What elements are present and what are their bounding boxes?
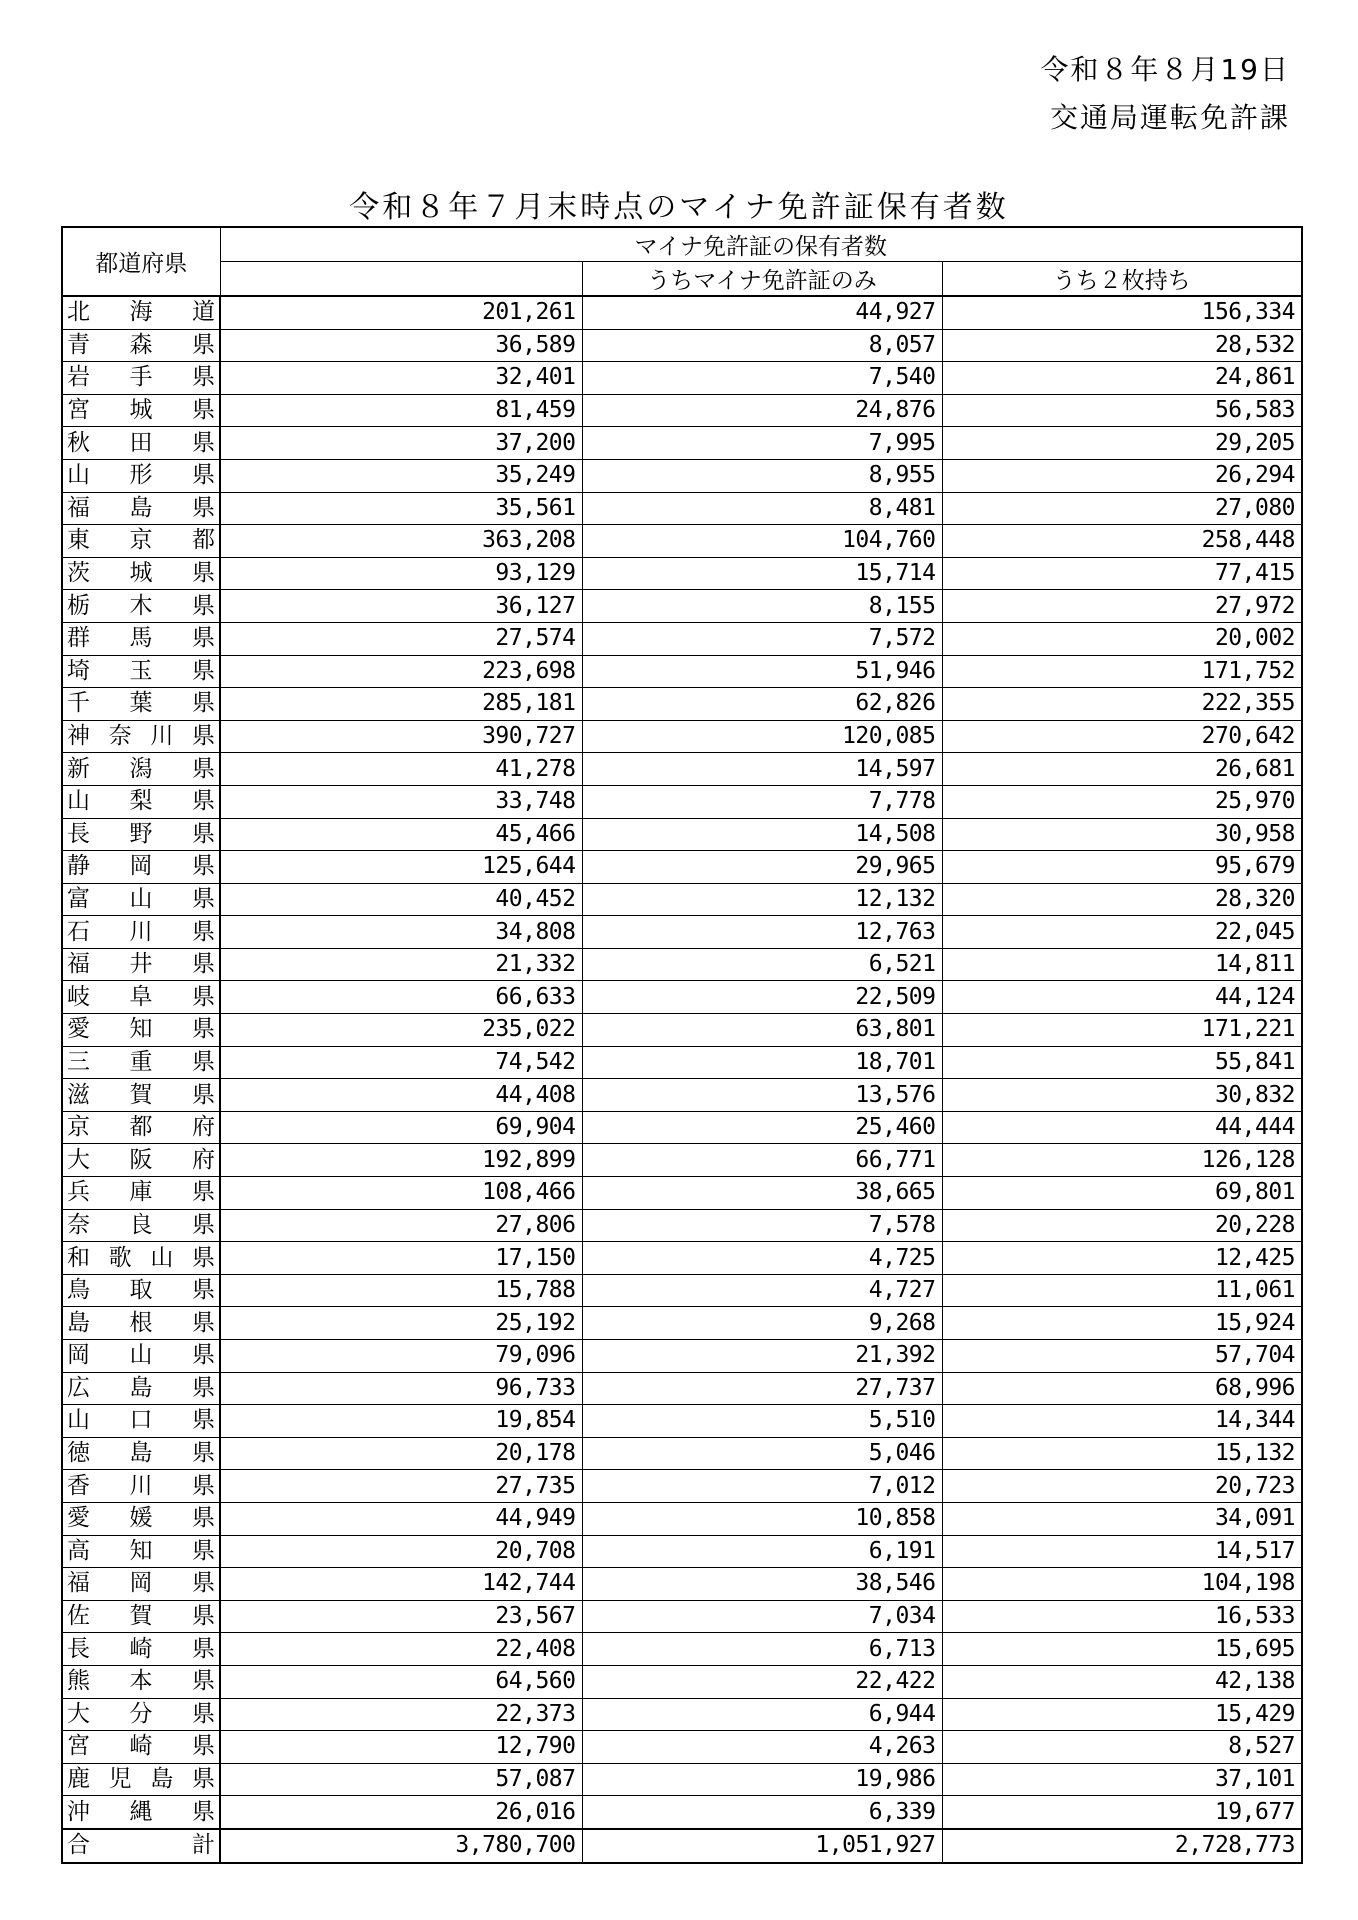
total-holders-cell: 45,466 <box>220 818 582 851</box>
prefecture-name-text: 茨 城 県 <box>67 560 215 587</box>
prefecture-name-text: 富 山 県 <box>67 885 215 912</box>
table-row <box>62 459 1302 492</box>
table-row <box>62 1535 1302 1568</box>
prefecture-name <box>62 525 220 558</box>
prefecture-name-text: 神 奈 川 県 <box>67 723 215 750</box>
total-holders-cell: 74,542 <box>220 1046 582 1079</box>
prefecture-name <box>62 1144 220 1177</box>
prefecture-name-text: 福 岡 県 <box>67 1570 215 1597</box>
table-row <box>62 590 1302 623</box>
only-my-number-cell: 7,578 <box>582 1209 942 1242</box>
only-my-number-cell: 38,665 <box>582 1177 942 1210</box>
table-row <box>62 1177 1302 1210</box>
total-holders-cell: 235,022 <box>220 1014 582 1047</box>
prefecture-name <box>62 1079 220 1112</box>
both-cards-cell: 126,128 <box>942 1144 1302 1177</box>
total-holders-cell: 390,727 <box>220 720 582 753</box>
prefecture-name <box>62 1470 220 1503</box>
both-cards-cell: 77,415 <box>942 557 1302 590</box>
both-cards-cell: 15,429 <box>942 1698 1302 1731</box>
only-my-number-cell: 21,392 <box>582 1340 942 1373</box>
both-cards-cell: 14,811 <box>942 948 1302 981</box>
table-row <box>62 1600 1302 1633</box>
total-holders-cell: 20,708 <box>220 1535 582 1568</box>
only-my-number-cell: 15,714 <box>582 557 942 590</box>
table-row <box>62 1405 1302 1438</box>
both-cards-cell: 258,448 <box>942 525 1302 558</box>
total-holders-cell: 37,200 <box>220 427 582 460</box>
total-holders-cell: 41,278 <box>220 753 582 786</box>
prefecture-name-text: 佐 賀 県 <box>67 1603 215 1630</box>
prefecture-name <box>62 1600 220 1633</box>
prefecture-name <box>62 948 220 981</box>
both-cards-cell: 171,221 <box>942 1014 1302 1047</box>
table-row <box>62 851 1302 884</box>
prefecture-name <box>62 1633 220 1666</box>
both-cards-cell: 171,752 <box>942 655 1302 688</box>
table-row <box>62 1502 1302 1535</box>
both-cards-cell: 42,138 <box>942 1665 1302 1698</box>
only-my-number-cell: 12,763 <box>582 916 942 949</box>
prefecture-name <box>62 590 220 623</box>
table-row <box>62 362 1302 395</box>
total-holders-cell: 15,788 <box>220 1274 582 1307</box>
table-row <box>62 525 1302 558</box>
prefecture-name <box>62 1796 220 1829</box>
prefecture-name-text: 千 葉 県 <box>67 690 215 717</box>
table-row <box>62 916 1302 949</box>
only-my-number-cell: 63,801 <box>582 1014 942 1047</box>
both-cards-column-header: うち２枚持ち <box>942 262 1302 297</box>
table-row <box>62 1568 1302 1601</box>
table-row <box>62 1340 1302 1373</box>
total-holders-cell: 192,899 <box>220 1144 582 1177</box>
prefecture-name-text: 石 川 県 <box>67 918 215 945</box>
both-cards-cell: 156,334 <box>942 296 1302 329</box>
only-my-number-cell: 29,965 <box>582 851 942 884</box>
prefecture-name <box>62 1274 220 1307</box>
total-holders-cell: 12,790 <box>220 1731 582 1764</box>
total-holders-cell: 19,854 <box>220 1405 582 1438</box>
prefecture-name <box>62 1111 220 1144</box>
only-my-number-cell: 5,046 <box>582 1437 942 1470</box>
total-holders-cell: 27,806 <box>220 1209 582 1242</box>
both-cards-cell: 37,101 <box>942 1763 1302 1796</box>
only-my-number-cell: 8,481 <box>582 492 942 525</box>
only-my-number-cell: 44,927 <box>582 296 942 329</box>
table-row <box>62 492 1302 525</box>
total-holders-cell: 81,459 <box>220 394 582 427</box>
table-row <box>62 1698 1302 1731</box>
table-row <box>62 785 1302 818</box>
table-row <box>62 1274 1302 1307</box>
table-row <box>62 818 1302 851</box>
prefecture-name-text: 宮 崎 県 <box>67 1733 215 1760</box>
prefecture-name <box>62 688 220 721</box>
total-holders-cell: 34,808 <box>220 916 582 949</box>
both-cards-cell: 24,861 <box>942 362 1302 395</box>
total-holders-cell: 27,735 <box>220 1470 582 1503</box>
table-row <box>62 1665 1302 1698</box>
total-holders-cell: 23,567 <box>220 1600 582 1633</box>
both-cards-cell: 8,527 <box>942 1731 1302 1764</box>
both-cards-cell: 44,124 <box>942 981 1302 1014</box>
table-row <box>62 1796 1302 1829</box>
both-cards-cell: 22,045 <box>942 916 1302 949</box>
prefecture-name-text: 福 島 県 <box>67 494 215 521</box>
both-cards-cell: 95,679 <box>942 851 1302 884</box>
only-my-number-cell: 22,509 <box>582 981 942 1014</box>
only-my-number-cell: 13,576 <box>582 1079 942 1112</box>
both-cards-cell: 28,320 <box>942 883 1302 916</box>
only-my-number-cell: 6,339 <box>582 1796 942 1829</box>
both-cards-cell: 11,061 <box>942 1274 1302 1307</box>
prefecture-name-text: 山 口 県 <box>67 1407 215 1434</box>
table-row <box>62 1209 1302 1242</box>
prefecture-name <box>62 362 220 395</box>
both-cards-cell: 55,841 <box>942 1046 1302 1079</box>
prefecture-name <box>62 753 220 786</box>
total-holders-cell: 125,644 <box>220 851 582 884</box>
total-holders-cell: 22,373 <box>220 1698 582 1731</box>
only-my-number-cell: 9,268 <box>582 1307 942 1340</box>
table-row <box>62 883 1302 916</box>
both-cards-cell: 56,583 <box>942 394 1302 427</box>
both-cards-cell: 19,677 <box>942 1796 1302 1829</box>
prefecture-name <box>62 1405 220 1438</box>
both-cards-cell: 14,344 <box>942 1405 1302 1438</box>
table-row <box>62 329 1302 362</box>
only-my-number-cell: 6,944 <box>582 1698 942 1731</box>
total-holders-cell: 26,016 <box>220 1796 582 1829</box>
prefecture-name-text: 青 森 県 <box>67 331 215 358</box>
only-my-number-cell: 6,713 <box>582 1633 942 1666</box>
prefecture-name <box>62 1437 220 1470</box>
only-my-number-column-header: うちマイナ免許証のみ <box>582 262 942 297</box>
only-my-number-cell: 7,995 <box>582 427 942 460</box>
total-holders-cell: 44,408 <box>220 1079 582 1112</box>
only-my-number-cell: 12,132 <box>582 883 942 916</box>
only-my-number-cell: 5,510 <box>582 1405 942 1438</box>
both-cards-cell: 34,091 <box>942 1502 1302 1535</box>
table-row <box>62 394 1302 427</box>
prefecture-name <box>62 1372 220 1405</box>
prefecture-name-text: 奈 良 県 <box>67 1211 215 1238</box>
prefecture-name-text: 群 馬 県 <box>67 625 215 652</box>
only-my-number-cell: 14,508 <box>582 818 942 851</box>
both-cards-cell: 26,294 <box>942 459 1302 492</box>
only-my-number-cell: 24,876 <box>582 394 942 427</box>
both-cards-cell: 20,228 <box>942 1209 1302 1242</box>
total-holders-cell: 17,150 <box>220 1242 582 1275</box>
only-my-number-cell: 7,034 <box>582 1600 942 1633</box>
both-cards-cell: 28,532 <box>942 329 1302 362</box>
prefecture-name <box>62 1014 220 1047</box>
only-my-number-cell: 4,725 <box>582 1242 942 1275</box>
total-holders-cell: 57,087 <box>220 1763 582 1796</box>
only-my-number-cell: 14,597 <box>582 753 942 786</box>
prefecture-name-text: 高 知 県 <box>67 1537 215 1564</box>
prefecture-name <box>62 557 220 590</box>
prefecture-name <box>62 394 220 427</box>
only-my-number-cell: 7,778 <box>582 785 942 818</box>
prefecture-name-text: 山 梨 県 <box>67 788 215 815</box>
prefecture-name <box>62 1340 220 1373</box>
only-my-number-cell: 4,263 <box>582 1731 942 1764</box>
prefecture-name-text: 栃 木 県 <box>67 592 215 619</box>
prefecture-name-text: 沖 縄 県 <box>67 1798 215 1825</box>
only-my-number-cell: 25,460 <box>582 1111 942 1144</box>
table-row <box>62 1731 1302 1764</box>
prefecture-name-text: 香 川 県 <box>67 1472 215 1499</box>
prefecture-name <box>62 720 220 753</box>
only-my-number-cell: 51,946 <box>582 655 942 688</box>
document-date: 令和８年８月19日 <box>1040 53 1290 86</box>
issuing-department: 交通局運転免許課 <box>1049 101 1290 134</box>
prefecture-name-text: 埼 玉 県 <box>67 657 215 684</box>
only-my-number-cell: 38,546 <box>582 1568 942 1601</box>
prefecture-name-text: 福 井 県 <box>67 951 215 978</box>
prefecture-name-text: 北 海 道 <box>67 299 215 326</box>
total-holders-cell: 223,698 <box>220 655 582 688</box>
total-holders-cell: 79,096 <box>220 1340 582 1373</box>
prefecture-name <box>62 1502 220 1535</box>
table-row <box>62 753 1302 786</box>
prefecture-name <box>62 1209 220 1242</box>
table-row <box>62 1079 1302 1112</box>
prefecture-name-text: 愛 知 県 <box>67 1016 215 1043</box>
total-holders-cell: 142,744 <box>220 1568 582 1601</box>
prefecture-name-text: 京 都 府 <box>67 1114 215 1141</box>
both-cards-cell: 15,132 <box>942 1437 1302 1470</box>
table-row <box>62 1372 1302 1405</box>
total-holders-cell: 36,127 <box>220 590 582 623</box>
table-row <box>62 655 1302 688</box>
both-cards-cell: 44,444 <box>942 1111 1302 1144</box>
table-row <box>62 1470 1302 1503</box>
table-row <box>62 720 1302 753</box>
total-holders-cell: 25,192 <box>220 1307 582 1340</box>
prefecture-name <box>62 655 220 688</box>
prefecture-name <box>62 459 220 492</box>
prefecture-name-text: 愛 媛 県 <box>67 1505 215 1532</box>
both-cards-cell: 20,002 <box>942 622 1302 655</box>
document-title: 令和８年７月末時点のマイナ免許証保有者数 <box>349 190 1009 225</box>
total-holders-cell: 20,178 <box>220 1437 582 1470</box>
table-row <box>62 557 1302 590</box>
total-holders-cell: 66,633 <box>220 981 582 1014</box>
prefecture-name-text: 長 崎 県 <box>67 1635 215 1662</box>
total-holders-cell: 35,561 <box>220 492 582 525</box>
prefecture-name-text: 岐 阜 県 <box>67 983 215 1010</box>
only-my-number-cell: 7,540 <box>582 362 942 395</box>
only-my-number-cell: 6,521 <box>582 948 942 981</box>
only-my-number-cell: 7,572 <box>582 622 942 655</box>
prefecture-name <box>62 1665 220 1698</box>
prefecture-name-text: 東 京 都 <box>67 527 215 554</box>
total-holders-cell: 69,904 <box>220 1111 582 1144</box>
total-holders-cell: 93,129 <box>220 557 582 590</box>
table-row <box>62 1633 1302 1666</box>
only-my-number-cell: 19,986 <box>582 1763 942 1796</box>
prefecture-name-text: 鳥 取 県 <box>67 1277 215 1304</box>
both-cards-cell: 104,198 <box>942 1568 1302 1601</box>
prefecture-name <box>62 818 220 851</box>
table-row <box>62 622 1302 655</box>
total-holders-cell: 33,748 <box>220 785 582 818</box>
total-holders-cell: 22,408 <box>220 1633 582 1666</box>
prefecture-name-text: 広 島 県 <box>67 1374 215 1401</box>
total-holders-cell: 201,261 <box>220 296 582 329</box>
grand-total-row <box>62 1829 1302 1863</box>
only-my-number-cell: 6,191 <box>582 1535 942 1568</box>
both-cards-cell: 25,970 <box>942 785 1302 818</box>
prefecture-name-text: 静 岡 県 <box>67 853 215 880</box>
table-row <box>62 1046 1302 1079</box>
prefecture-name-text: 滋 賀 県 <box>67 1081 215 1108</box>
both-cards-cell: 15,695 <box>942 1633 1302 1666</box>
only-my-number-cell: 10,858 <box>582 1502 942 1535</box>
prefecture-name-text: 大 分 県 <box>67 1700 215 1727</box>
both-cards-cell: 12,425 <box>942 1242 1302 1275</box>
table-row <box>62 427 1302 460</box>
prefecture-name <box>62 296 220 329</box>
table-row <box>62 688 1302 721</box>
prefecture-name-text: 合 計 <box>67 1832 215 1859</box>
prefecture-name-text: 山 形 県 <box>67 462 215 489</box>
prefecture-name <box>62 916 220 949</box>
only-my-number-cell: 27,737 <box>582 1372 942 1405</box>
grand-total-only-my-number: 1,051,927 <box>582 1829 942 1863</box>
both-cards-cell: 26,681 <box>942 753 1302 786</box>
prefecture-name <box>62 492 220 525</box>
both-cards-cell: 20,723 <box>942 1470 1302 1503</box>
table-row <box>62 948 1302 981</box>
prefecture-name-text: 鹿 児 島 県 <box>67 1766 215 1793</box>
prefecture-name-text: 秋 田 県 <box>67 429 215 456</box>
prefecture-name-text: 長 野 県 <box>67 820 215 847</box>
prefecture-name <box>62 785 220 818</box>
prefecture-name <box>62 851 220 884</box>
table-row <box>62 981 1302 1014</box>
both-cards-cell: 14,517 <box>942 1535 1302 1568</box>
both-cards-cell: 16,533 <box>942 1600 1302 1633</box>
only-my-number-cell: 4,727 <box>582 1274 942 1307</box>
holders-column-header: マイナ免許証の保有者数 <box>220 227 1302 262</box>
prefecture-name-text: 新 潟 県 <box>67 755 215 782</box>
prefecture-name-text: 熊 本 県 <box>67 1668 215 1695</box>
prefecture-name <box>62 1568 220 1601</box>
only-my-number-cell: 66,771 <box>582 1144 942 1177</box>
table-row <box>62 1437 1302 1470</box>
both-cards-cell: 30,958 <box>942 818 1302 851</box>
only-my-number-cell: 8,955 <box>582 459 942 492</box>
total-holders-cell: 44,949 <box>220 1502 582 1535</box>
only-my-number-cell: 120,085 <box>582 720 942 753</box>
only-my-number-cell: 62,826 <box>582 688 942 721</box>
prefecture-name <box>62 883 220 916</box>
both-cards-cell: 27,080 <box>942 492 1302 525</box>
prefecture-name-text: 大 阪 府 <box>67 1146 215 1173</box>
both-cards-cell: 57,704 <box>942 1340 1302 1373</box>
both-cards-cell: 30,832 <box>942 1079 1302 1112</box>
both-cards-cell: 270,642 <box>942 720 1302 753</box>
prefecture-name-text: 宮 城 県 <box>67 397 215 424</box>
prefecture-name <box>62 1046 220 1079</box>
only-my-number-cell: 104,760 <box>582 525 942 558</box>
total-holders-cell: 32,401 <box>220 362 582 395</box>
total-holders-cell: 363,208 <box>220 525 582 558</box>
both-cards-cell: 222,355 <box>942 688 1302 721</box>
grand-total-holders: 3,780,700 <box>220 1829 582 1863</box>
only-my-number-cell: 7,012 <box>582 1470 942 1503</box>
prefecture-name <box>62 329 220 362</box>
total-holders-cell: 40,452 <box>220 883 582 916</box>
grand-total-both-cards: 2,728,773 <box>942 1829 1302 1863</box>
prefecture-name-text: 兵 庫 県 <box>67 1179 215 1206</box>
prefecture-name-text: 岩 手 県 <box>67 364 215 391</box>
both-cards-cell: 15,924 <box>942 1307 1302 1340</box>
prefecture-name-text: 和 歌 山 県 <box>67 1244 215 1271</box>
prefecture-name <box>62 1307 220 1340</box>
prefecture-name <box>62 1829 220 1863</box>
both-cards-cell: 29,205 <box>942 427 1302 460</box>
prefecture-name <box>62 1698 220 1731</box>
prefecture-name-text: 三 重 県 <box>67 1048 215 1075</box>
license-holders-table <box>61 226 1303 1864</box>
prefecture-name-text: 岡 山 県 <box>67 1342 215 1369</box>
total-holders-cell: 285,181 <box>220 688 582 721</box>
total-holders-cell: 96,733 <box>220 1372 582 1405</box>
prefecture-name <box>62 427 220 460</box>
only-my-number-cell: 18,701 <box>582 1046 942 1079</box>
both-cards-cell: 27,972 <box>942 590 1302 623</box>
total-holders-cell: 36,589 <box>220 329 582 362</box>
prefecture-name <box>62 622 220 655</box>
prefecture-name <box>62 1763 220 1796</box>
total-holders-cell: 21,332 <box>220 948 582 981</box>
prefecture-name <box>62 1177 220 1210</box>
table-row <box>62 1763 1302 1796</box>
table-row <box>62 1144 1302 1177</box>
total-holders-cell: 108,466 <box>220 1177 582 1210</box>
table-row <box>62 1307 1302 1340</box>
both-cards-cell: 69,801 <box>942 1177 1302 1210</box>
prefecture-name <box>62 1731 220 1764</box>
only-my-number-cell: 8,057 <box>582 329 942 362</box>
only-my-number-cell: 8,155 <box>582 590 942 623</box>
table-row <box>62 1242 1302 1275</box>
prefecture-name <box>62 981 220 1014</box>
table-row <box>62 296 1302 329</box>
table-row <box>62 1014 1302 1047</box>
prefecture-name <box>62 1535 220 1568</box>
prefecture-name <box>62 1242 220 1275</box>
total-subheader-blank <box>220 262 582 297</box>
prefecture-column-header: 都道府県 <box>62 227 220 296</box>
table-row <box>62 1111 1302 1144</box>
prefecture-name-text: 徳 島 県 <box>67 1440 215 1467</box>
total-holders-cell: 64,560 <box>220 1665 582 1698</box>
total-holders-cell: 27,574 <box>220 622 582 655</box>
table-body <box>62 296 1302 1863</box>
total-holders-cell: 35,249 <box>220 459 582 492</box>
both-cards-cell: 68,996 <box>942 1372 1302 1405</box>
prefecture-name-text: 島 根 県 <box>67 1309 215 1336</box>
only-my-number-cell: 22,422 <box>582 1665 942 1698</box>
